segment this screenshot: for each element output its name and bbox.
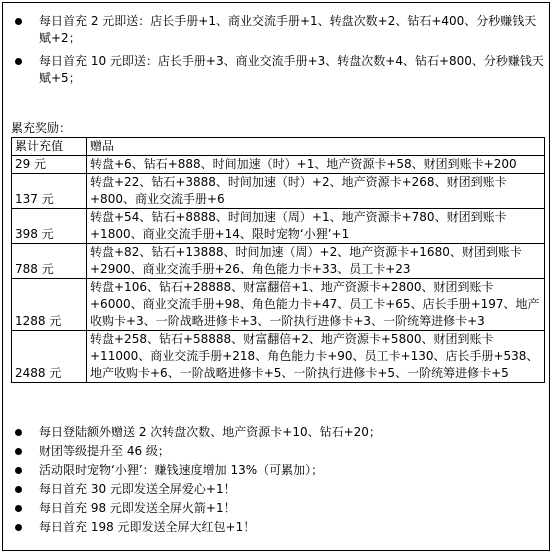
amount-cell: 398 元 [12,209,87,244]
gift-cell: 转盘+22、钻石+3888、时间加速（时）+2、地产资源卡+268、财团到账卡+800、商业交流手册+6 [87,174,545,209]
bullet-text: 每日首充 10 元即送：店长手册+3、商业交流手册+3、转盘次数+4、钻石+800、分秒赚钱天赋+5； [39,54,544,85]
bullet-item [11,481,547,498]
bullet-text: 财团等级提升至 46 级； [39,444,170,458]
table-row [12,244,545,279]
bullet-dot-icon [15,58,22,65]
bullet-dot-icon [15,467,22,474]
rewards-table [11,137,545,383]
bullet-text: 每日首充 30 元即发送全屏爱心+1！ [39,482,236,496]
bullet-dot-icon [15,429,22,436]
bullet-dot-icon [15,524,22,531]
section-title: 累充奖励： [11,121,72,135]
bullet-item [11,519,547,536]
amount-cell: 1288 元 [12,279,87,331]
table-row [12,156,545,174]
gift-cell: 转盘+258、钻石+58888、财富翻倍+2、地产资源卡+5800、财团到账卡+11000、商业交流手册+218、角色能力卡+90、员工卡+130、店长手册+538、地产收购卡+6、一阶战略进修卡+5、一阶执行进修卡+5、一阶统筹进修卡+5 [87,331,545,383]
table-row [12,279,545,331]
bullet-item [11,424,547,441]
header-amount: 累计充值 [12,138,87,156]
table-row [12,331,545,383]
amount-cell: 2488 元 [12,331,87,383]
bullet-dot-icon [15,505,22,512]
top-bullet-list [11,13,547,93]
bullet-text: 每日登陆额外赠送 2 次转盘次数、地产资源卡+10、钻石+20； [39,425,381,439]
bullet-dot-icon [15,486,22,493]
header-gift: 赠品 [87,138,545,156]
table-row [12,174,545,209]
bottom-bullet-list [11,424,547,538]
bullet-item [11,53,547,87]
gift-cell: 转盘+82、钻石+13888、时间加速（周）+2、地产资源卡+1680、财团到账卡+2900、商业交流手册+26、角色能力卡+33、员工卡+23 [87,244,545,279]
bullet-dot-icon [15,18,22,25]
gift-cell: 转盘+6、钻石+888、时间加速（时）+1、地产资源卡+58、财团到账卡+200 [87,156,545,174]
bullet-item [11,443,547,460]
bullet-item [11,500,547,517]
bullet-dot-icon [15,448,22,455]
amount-cell: 137 元 [12,174,87,209]
document-frame [2,2,550,551]
gift-cell: 转盘+106、钻石+28888、财富翻倍+1、地产资源卡+2800、财团到账卡+6000、商业交流手册+98、角色能力卡+47、员工卡+65、店长手册+197、地产收购卡+3、一阶战略进修卡+3、一阶执行进修卡+3、一阶统筹进修卡+3 [87,279,545,331]
bullet-text: 每日首充 98 元即发送全屏火箭+1！ [39,501,236,515]
bullet-item [11,13,547,47]
amount-cell: 29 元 [12,156,87,174]
table-row [12,209,545,244]
amount-cell: 788 元 [12,244,87,279]
bullet-text: 每日首充 2 元即送：店长手册+1、商业交流手册+1、转盘次数+2、钻石+400、分秒赚钱天赋+2； [39,14,537,45]
bullet-text: 每日首充 198 元即发送全屏大红包+1！ [39,520,256,534]
gift-cell: 转盘+54、钻石+8888、时间加速（周）+1、地产资源卡+780、财团到账卡+1800、商业交流手册+14、限时宠物‘小狸’+1 [87,209,545,244]
bullet-item [11,462,547,479]
bullet-text: 活动限时宠物‘小狸’：赚钱速度增加 13%（可累加）； [39,463,324,477]
table-header-row [12,138,545,156]
